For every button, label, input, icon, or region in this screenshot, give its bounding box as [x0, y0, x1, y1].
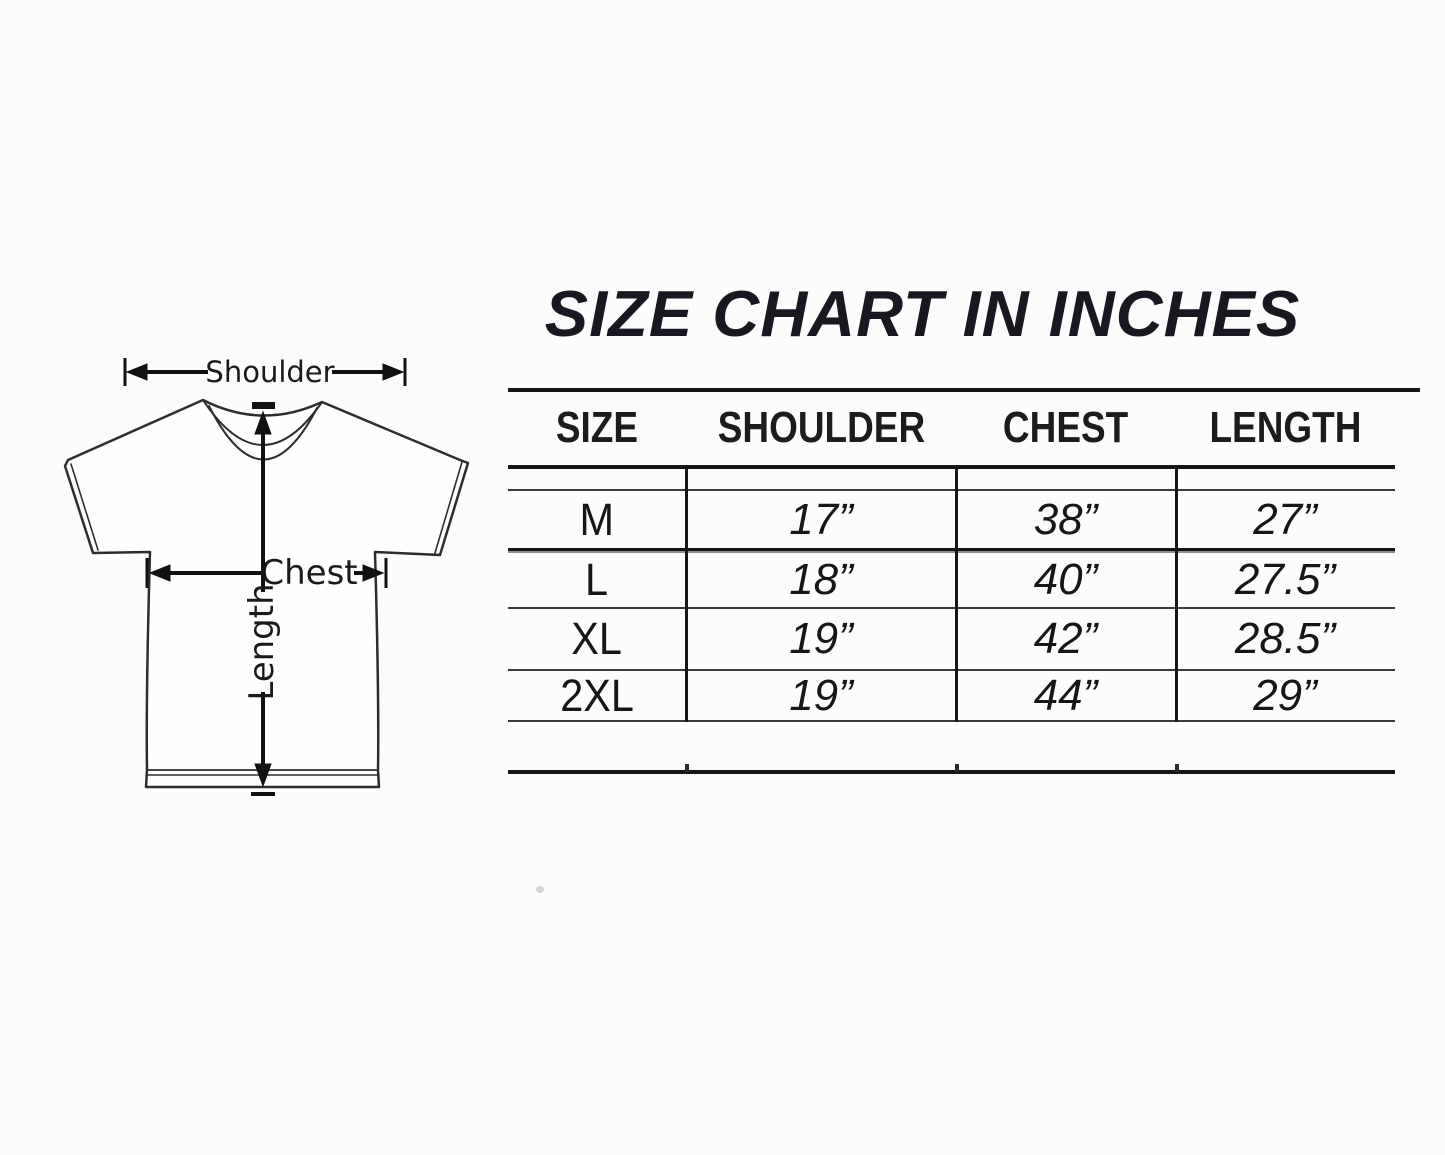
row-xl-shoulder: 19” [789, 614, 853, 663]
column-header-size: SIZE [555, 403, 639, 452]
tshirt-measurement-diagram [40, 340, 500, 810]
shoulder-arrowhead-left [127, 364, 147, 380]
shoulder-label: Shoulder [205, 355, 335, 389]
row-l-shoulder: 18” [789, 555, 853, 604]
bottom-tick-3 [1175, 764, 1179, 772]
table-top-rule [508, 388, 1420, 392]
column-header-chest: CHEST [1002, 403, 1129, 452]
column-header-length: LENGTH [1209, 403, 1361, 452]
row-2xl-size: 2XL [560, 669, 634, 721]
row-2xl-length: 29” [1253, 670, 1317, 720]
row-xl-size: XL [571, 613, 623, 664]
header-bottom-rule [508, 465, 1395, 469]
column-header-shoulder: SHOULDER [717, 403, 925, 452]
row-xl-length: 28.5” [1234, 614, 1336, 663]
row-m-length: 27” [1253, 494, 1317, 544]
length-label: Length [242, 583, 282, 701]
row-l-size: L [585, 554, 609, 605]
bottom-tick-1 [685, 764, 689, 772]
scan-artifact-dot [536, 886, 544, 893]
row-l-length: 27.5” [1234, 555, 1336, 604]
table-bottom-rule [508, 770, 1395, 774]
row-l-chest: 40” [1033, 555, 1098, 604]
chest-label: Chest [260, 553, 358, 593]
row-2xl-shoulder: 19” [789, 670, 853, 720]
row-m-size: M [579, 493, 615, 545]
page-title: SIZE CHART IN INCHES [544, 277, 1301, 350]
collar-tag-bar [252, 402, 275, 409]
row-m-chest: 38” [1033, 494, 1098, 544]
row-2xl-chest: 44” [1033, 670, 1098, 720]
bottom-tick-2 [955, 764, 959, 772]
row-xl-chest: 42” [1033, 614, 1098, 663]
row-m-shoulder: 17” [789, 494, 853, 544]
shoulder-arrowhead-right [383, 364, 403, 380]
